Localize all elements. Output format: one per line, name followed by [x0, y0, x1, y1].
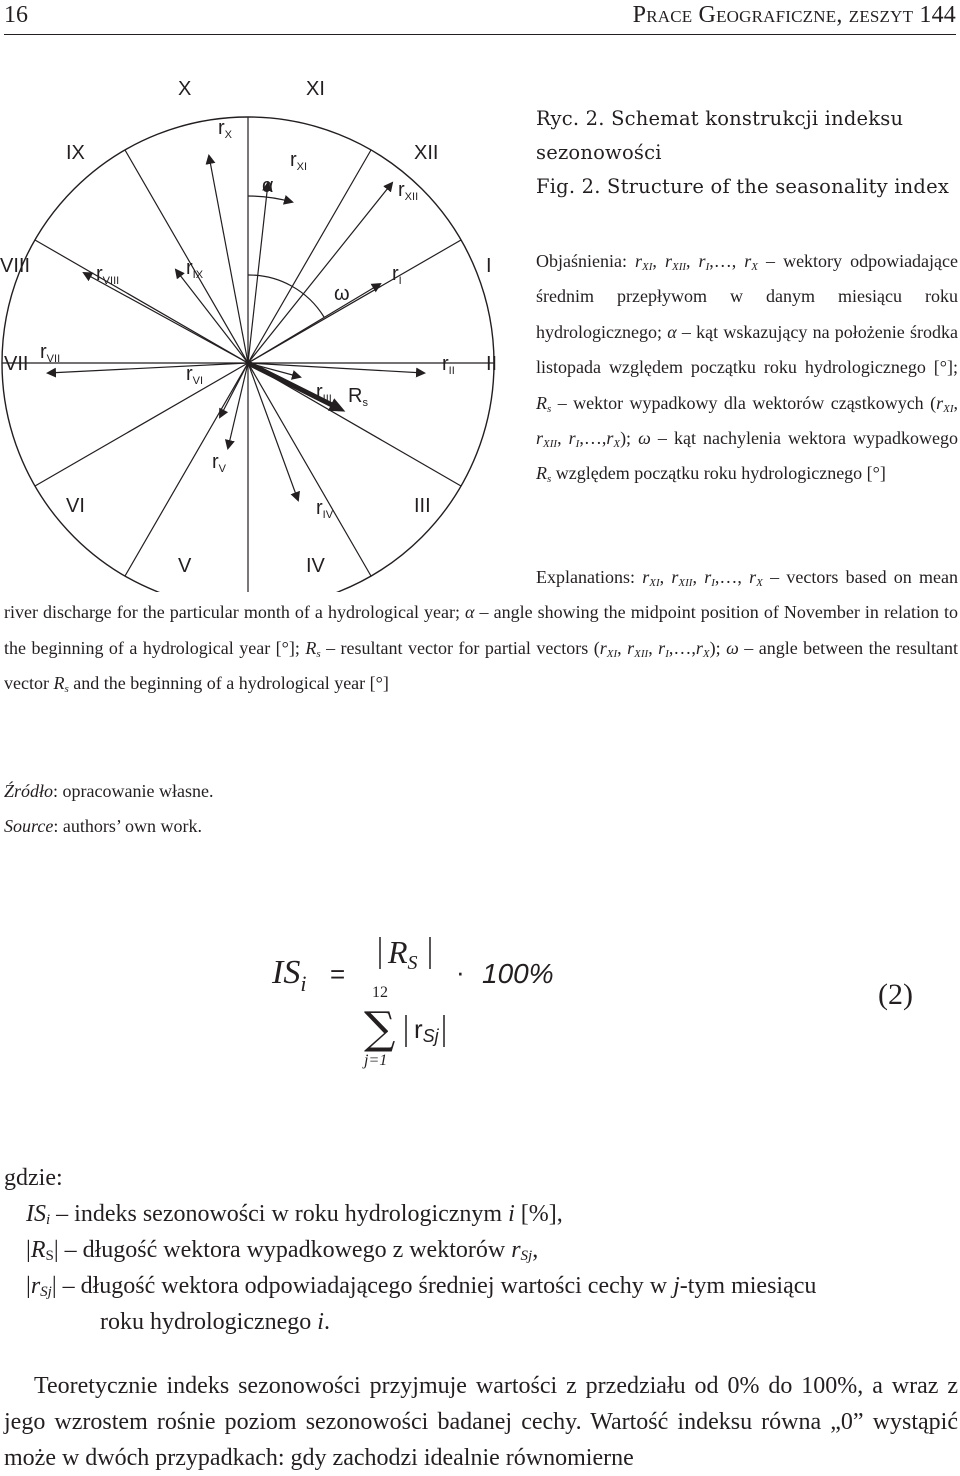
page-number: 16: [4, 2, 28, 28]
journal-title: Prace Geograficzne, zeszyt 144: [632, 2, 956, 28]
svg-text:RS: RS: [388, 934, 418, 974]
svg-text:12: 12: [372, 984, 388, 1001]
vector-r-VII: [48, 363, 248, 373]
svg-text:rVI: $r_{VI}$: [186, 363, 204, 387]
definition-rsj-continued: roku hydrologicznego i.: [100, 1309, 330, 1335]
svg-text:rIV: $r_{IV}$: [316, 497, 334, 521]
svg-text:=: =: [330, 959, 346, 989]
svg-text:∑: ∑: [364, 1003, 396, 1054]
equation-number: (2): [878, 978, 913, 1011]
omega-label: ω: [334, 283, 350, 305]
month-label-III: III: [414, 495, 431, 517]
vector-r-I: [248, 284, 380, 363]
svg-text:100%: 100%: [482, 958, 554, 989]
vector-r-V: [228, 363, 248, 448]
svg-text:rVIII: $r_{VIII}$: [96, 263, 120, 287]
source-pl: Źródło: opracowanie własne.: [4, 781, 214, 801]
month-label-IX: IX: [66, 142, 85, 164]
explanation-en: Explanations: $r_{XI}$, $r_{XII}$, $r_I,\dots$, $r_X$ – vectors based on mean river discharge for the particular month of a hydrological year; α – angle showing the midpoint position of November in relation to the beginning of a hydrological year [°]; $R_s$ – resultant vector for partial vectors ($r_{XI}$, $r_{XII}$, $r_I,\dots,r_X$); ω – angle between the resultant vector $R_s$ and the beginning of a hydrological year [°]: [4, 567, 959, 696]
svg-text:rIX: $r_{IX}$: [186, 257, 204, 281]
svg-text:rX: $r_X$: [218, 117, 233, 141]
month-label-X: X: [178, 78, 192, 100]
definition-rsj: $|r_{Sj}|$ – długość wektora odpowiadającego średniej wartości cechy w j-tym miesiącu: [26, 1273, 817, 1300]
svg-text:rI: $r_I$: [392, 263, 402, 287]
svg-text:rXII: $r_{XII}$: [398, 179, 419, 203]
vector-labels: [40, 117, 455, 521]
body-paragraph-text: Teoretycznie indeks sezonowości przyjmuje wartości z przedziału od 0% do 100%, a wraz z jego wzrostem rośnie poziom sezonowości badanej cechy. Wartość indeksu równa „0” wystąpić może w dwóch przypadkach: gdy zachodzi idealnie równomierne: [4, 1373, 958, 1471]
sources: [4, 774, 213, 844]
month-label-XI: XI: [306, 78, 325, 100]
svg-text:ISi: $IS_i$: [272, 954, 307, 996]
figure-caption: [536, 102, 960, 204]
explanation-pl: Objaśnienia: $r_{XI}$, $r_{XII}$, $r_I,\dots$, $r_X$ – wektory odpowiadające średnim przepływom w danym miesiącu roku hydrologicznego; α – kąt wskazujący na położenie środka listopada względem początku roku hydrologicznego [°]; $R_s$ – wektor wypadkowy dla wektorów cząstkowych ($r_{XI}$, $r_{XII}$, $r_I,\dots,r_X$); ω – kąt nachylenia wektora wypadkowego $R_s$ względem początku roku hydrologicznego [°]: [536, 251, 959, 486]
svg-text:·: ·: [456, 957, 465, 987]
vector-r-XII: [248, 183, 392, 363]
resultant-label: $R_s$: [348, 385, 368, 409]
caption-line-pl-2: sezonowości: [536, 141, 662, 164]
svg-text:rVII: $r_{VII}$: [40, 341, 61, 365]
running-header: [0, 0, 960, 36]
svg-text:rSj: rSj: [414, 1014, 439, 1046]
alpha-label: α: [262, 175, 274, 197]
vector-r-XI: [248, 183, 268, 363]
month-label-VII: VII: [4, 353, 29, 375]
month-label-V: V: [178, 555, 192, 577]
header-rule: [4, 34, 956, 35]
month-label-XII: XII: [414, 142, 439, 164]
source-en: Source: authors’ own work.: [4, 816, 202, 836]
caption-line-pl-1: Ryc. 2. Schemat konstrukcji indeksu: [536, 107, 904, 130]
month-label-II: II: [486, 353, 498, 375]
caption-line-en: Fig. 2. Structure of the seasonality index: [536, 175, 950, 198]
svg-text:rXI: $r_{XI}$: [290, 149, 308, 173]
vector-r-X: [209, 156, 248, 363]
definitions-heading: gdzie:: [4, 1165, 63, 1191]
month-label-VIII: VIII: [0, 255, 31, 277]
month-vectors: [48, 156, 424, 500]
svg-text:j=1: j=1: [364, 1052, 388, 1069]
seasonality-index-formula: [260, 925, 960, 1085]
svg-text:rIII: $r_{III}$: [316, 381, 332, 405]
svg-text:rII: $r_{II}$: [442, 353, 455, 377]
body-paragraph: [4, 1368, 958, 1476]
svg-text:rV: $r_V$: [212, 451, 227, 475]
vector-r-IX: [176, 270, 248, 363]
seasonality-diagram: [0, 62, 535, 592]
vector-r-II: [248, 363, 424, 373]
definition-rs: $|R_S|$ – długość wektora wypadkowego z wektorów $r_{Sj}$,: [26, 1237, 539, 1264]
definition-isi: $IS_i$ – indeks sezonowości w roku hydrologicznym i [%],: [26, 1201, 563, 1228]
month-label-IV: IV: [306, 555, 325, 577]
definitions: [4, 1160, 960, 1340]
month-label-VI: VI: [66, 495, 85, 517]
month-label-I: I: [486, 255, 492, 277]
